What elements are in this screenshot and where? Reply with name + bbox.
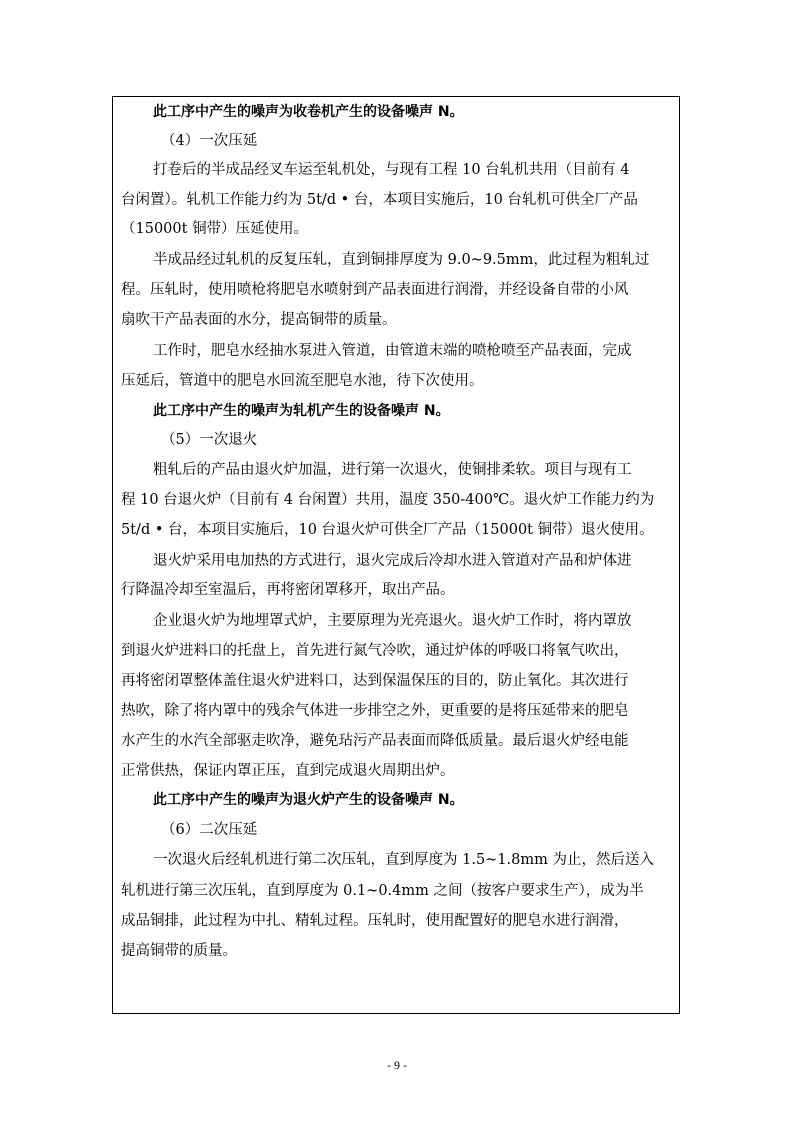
- text-line: 正常供热，保证内罩正压，直到完成退火周期出炉。: [121, 763, 455, 779]
- noise-note-furnace: 此工序中产生的噪声为退火炉产生的设备噪声 N。: [153, 792, 464, 808]
- text-line: 退火炉采用电加热的方式进行，退火完成后冷却水进入管道对产品和炉体进: [153, 553, 632, 569]
- text-line: 企业退火炉为地埋罩式炉，主要原理为光亮退火。退火炉工作时，将内罩放: [153, 613, 632, 629]
- text-line: 一次退火后经轧机进行第二次压轧，直到厚度为 1.5~1.8mm 为止，然后送入: [153, 852, 654, 868]
- text-line: 轧机进行第三次压轧，直到厚度为 0.1~0.4mm 之间（按客户要求生产），成为半: [121, 883, 644, 899]
- text-line: 半成品经过轧机的反复压轧，直到铜排厚度为 9.0~9.5mm，此过程为粗轧过: [153, 252, 650, 268]
- text-line: 行降温冷却至室温后，再将密闭罩移开，取出产品。: [121, 582, 455, 598]
- section-heading-4: （4）一次压延: [161, 133, 258, 149]
- content-table-cell: [112, 96, 680, 1014]
- text-line: 热吹，除了将内罩中的残余气体进一步排空之外，更重要的是将压延带来的肥皂: [121, 703, 629, 719]
- text-line: 成品铜排，此过程为中扎、精轧过程。压轧时，使用配置好的肥皂水进行润滑，: [121, 913, 629, 929]
- text-line: （15000t 铜带）压延使用。: [121, 221, 309, 237]
- text-line: 程 10 台退火炉（目前有 4 台闲置）共用，温度 350-400℃。退火炉工作能力约为: [121, 492, 655, 508]
- text-line: 提高铜带的质量。: [121, 943, 237, 959]
- noise-note-winder: 此工序中产生的噪声为收卷机产生的设备噪声 N。: [153, 104, 464, 120]
- text-line: 打卷后的半成品经叉车运至轧机处，与现有工程 10 台轧机共用（目前有 4: [153, 162, 630, 178]
- text-line: 水产生的水汽全部驱走吹净，避免玷污产品表面而降低质量。最后退火炉经电能: [121, 733, 629, 749]
- text-line: 到退火炉进料口的托盘上，首先进行氮气冷吹，通过炉体的呼吸口将氧气吹出，: [121, 643, 629, 659]
- section-heading-5: （5）一次退火: [161, 432, 258, 448]
- text-line: 再将密闭罩整体盖住退火炉进料口，达到保温保压的目的，防止氧化。其次进行: [121, 673, 629, 689]
- noise-note-mill: 此工序中产生的噪声为轧机产生的设备噪声 N。: [153, 403, 450, 419]
- text-line: 台闲置）。轧机工作能力约为 5t/d • 台，本项目实施后，10 台轧机可供全厂产品: [121, 192, 638, 208]
- text-line: 扇吹干产品表面的水分，提高铜带的质量。: [121, 312, 397, 328]
- text-line: 压延后，管道中的肥皂水回流至肥皂水池，待下次使用。: [121, 373, 484, 389]
- text-line: 粗轧后的产品由退火炉加温，进行第一次退火，使铜排柔软。项目与现有工: [153, 462, 632, 478]
- text-line: 工作时，肥皂水经抽水泵进入管道，由管道末端的喷枪喷至产品表面，完成: [153, 343, 632, 359]
- text-line: 5t/d • 台，本项目实施后，10 台退火炉可供全厂产品（15000t 铜带）退火使用。: [121, 522, 654, 538]
- page-number: - 9 -: [387, 1058, 407, 1072]
- section-heading-6: （6）二次压延: [161, 822, 258, 838]
- text-line: 程。压轧时，使用喷枪将肥皂水喷射到产品表面进行润滑，并经设备自带的小风: [121, 282, 629, 298]
